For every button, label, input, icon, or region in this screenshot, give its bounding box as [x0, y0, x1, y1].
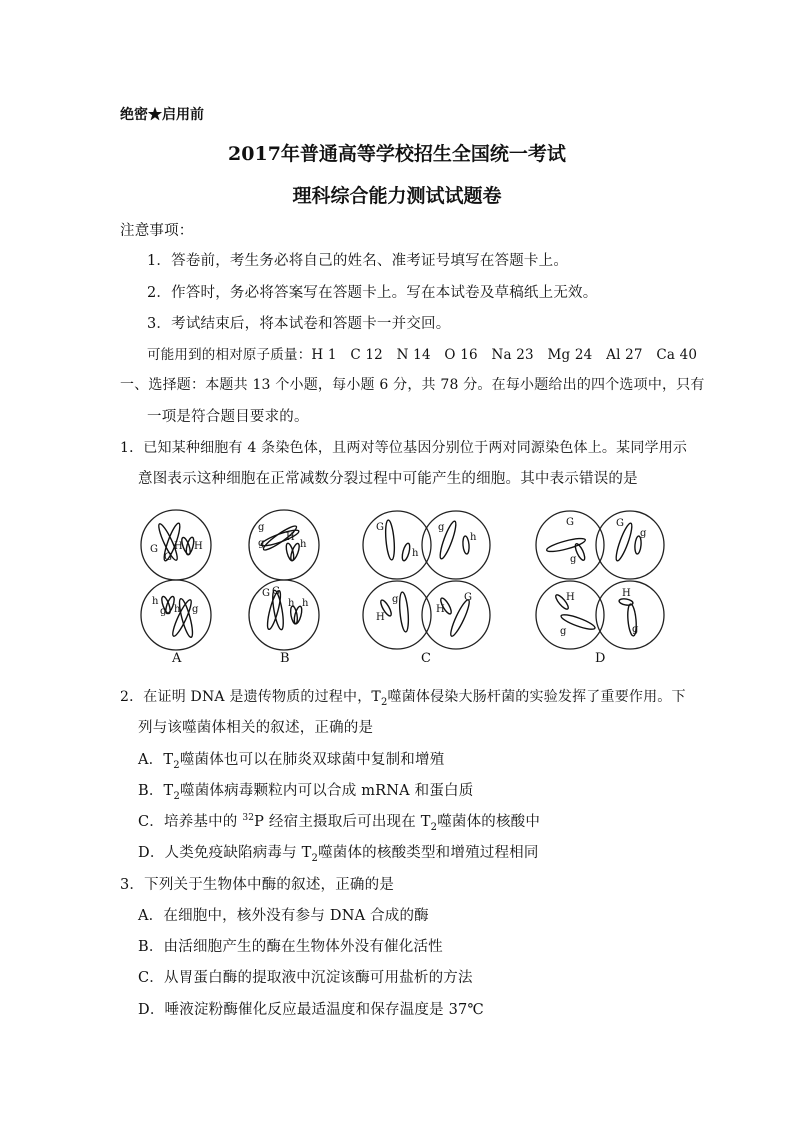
q3-option-b: B．由活细胞产生的酶在生物体外没有催化活性: [138, 939, 443, 955]
svg-text:g: g: [192, 604, 199, 615]
q2-stem-line2: 列与该噬菌体相关的叙述，正确的是: [138, 720, 374, 736]
cell-c3: [363, 581, 431, 649]
svg-text:H: H: [194, 541, 203, 552]
svg-text:G: G: [262, 588, 270, 599]
exam-subtitle: 理科综合能力测试试题卷: [292, 185, 502, 207]
section-1-heading-cont: 一项是符合题目要求的。: [147, 409, 309, 425]
q2-option-b: B．$T_2$噬菌体病毒颗粒内可以合成 mRNA 和蛋白质: [138, 783, 474, 802]
q2-stem-line1: 2．在证明 DNA 是遗传物质的过程中，$T_2$噬菌体侵染大肠杆菌的实验发挥了重要作用。下: [120, 689, 686, 708]
q3-option-d: D．唾液淀粉酶催化反应最适温度和保存温度是 37℃: [138, 1002, 484, 1018]
svg-text:g: g: [258, 538, 265, 549]
cell-c1: [363, 511, 431, 579]
svg-text:H: H: [174, 541, 183, 552]
svg-text:g: g: [560, 626, 567, 637]
svg-text:G: G: [272, 586, 280, 597]
cell-c4: [422, 581, 490, 649]
q2-option-c: C．培养基中的 $^{32}$P 经宿主摄取后可出现在 $T_2$噬菌体的核酸中: [138, 813, 541, 833]
svg-text:h: h: [152, 596, 159, 607]
q1-stem-line2: 意图表示这种细胞在正常减数分裂过程中可能产生的细胞。其中表示错误的是: [138, 471, 638, 487]
svg-text:G: G: [464, 592, 472, 603]
q1-cell-figure: [130, 500, 670, 670]
notice-item-2: 2．作答时，务必将答案写在答题卡上。写在本试卷及草稿纸上无效。: [147, 285, 598, 301]
svg-text:H: H: [376, 612, 385, 623]
cell-a2: [141, 580, 211, 650]
svg-text:h: h: [302, 598, 309, 609]
svg-text:g: g: [438, 522, 445, 533]
svg-text:h: h: [174, 604, 181, 615]
figure-label-a: A: [172, 651, 182, 666]
q3-stem: 3．下列关于生物体中酶的叙述，正确的是: [120, 877, 395, 893]
q2-option-d: D．人类免疫缺陷病毒与 $T_2$噬菌体的核酸类型和增殖过程相同: [138, 845, 539, 864]
notice-item-3: 3．考试结束后，将本试卷和答题卡一并交回。: [147, 316, 451, 332]
svg-text:G: G: [566, 517, 574, 528]
svg-text:h: h: [288, 598, 295, 609]
svg-text:H: H: [286, 532, 295, 543]
notice-item-1: 1．答卷前，考生务必将自己的姓名、准考证号填写在答题卡上。: [147, 253, 569, 269]
figure-label-b: B: [280, 651, 290, 666]
svg-text:g: g: [640, 528, 647, 539]
exam-title: 2017年普通高等学校招生全国统一考试: [228, 143, 566, 165]
section-1-heading: 一、选择题：本题共 13 个小题，每小题 6 分，共 78 分。在每小题给出的四个选项中，只有: [120, 377, 705, 393]
svg-text:G: G: [616, 518, 624, 529]
svg-text:G: G: [164, 552, 172, 563]
q3-option-a: A．在细胞中，核外没有参与 DNA 合成的酶: [138, 908, 429, 924]
svg-text:g: g: [160, 606, 167, 617]
svg-text:h: h: [300, 539, 307, 550]
svg-text:g: g: [392, 594, 399, 605]
svg-text:g: g: [258, 522, 265, 533]
cell-b2: [249, 580, 319, 650]
svg-text:G: G: [150, 544, 158, 555]
svg-text:H: H: [622, 588, 631, 599]
figure-label-c: C: [421, 651, 431, 666]
atomic-mass-line: 可能用到的相对原子质量：H 1 C 12 N 14 O 16 Na 23 Mg 24 Al 27 Ca 40: [147, 347, 698, 363]
q1-stem-line1: 1．已知某种细胞有 4 条染色体，且两对等位基因分别位于两对同源染色体上。某同学用示: [120, 440, 688, 456]
cell-d2: [596, 511, 664, 579]
svg-text:H: H: [436, 604, 445, 615]
q3-option-c: C．从胃蛋白酶的提取液中沉淀该酶可用盐析的方法: [138, 970, 473, 986]
q2-option-a: A．$T_2$噬菌体也可以在肺炎双球菌中复制和增殖: [138, 752, 445, 771]
svg-text:H: H: [566, 592, 575, 603]
notice-heading: 注意事项：: [120, 223, 194, 239]
secret-mark: 绝密★启用前: [120, 107, 204, 123]
svg-text:h: h: [470, 532, 477, 543]
cell-c2: [422, 511, 490, 579]
svg-text:h: h: [412, 548, 419, 559]
svg-text:G: G: [376, 522, 384, 533]
svg-text:g: g: [570, 554, 577, 565]
svg-text:g: g: [632, 624, 639, 635]
figure-label-d: D: [595, 651, 606, 666]
